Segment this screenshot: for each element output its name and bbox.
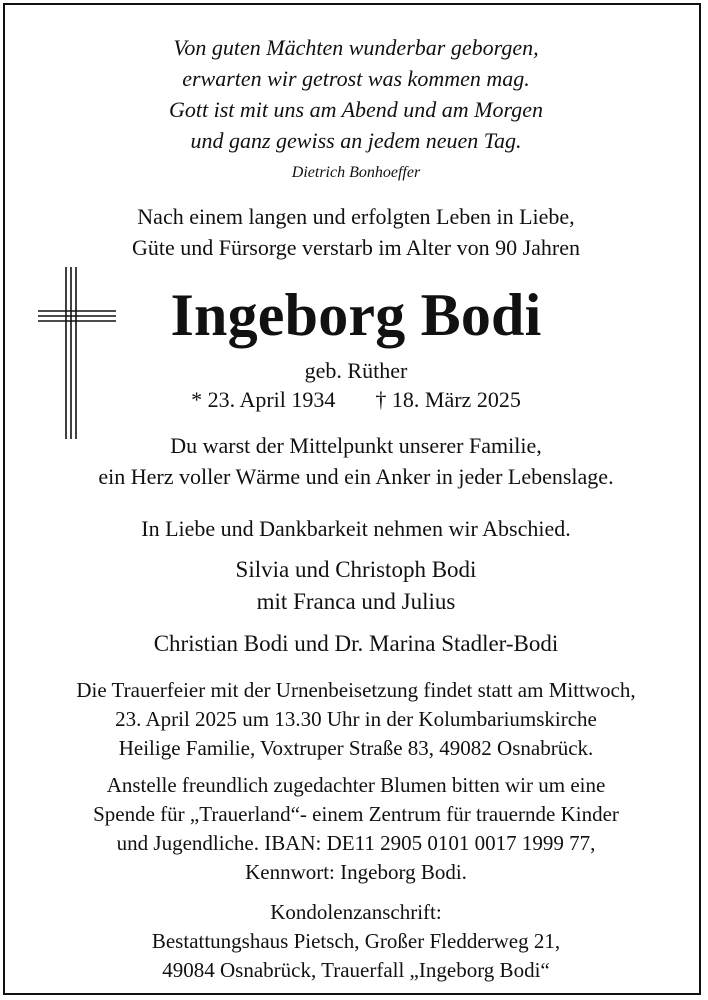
donation-line-1: Anstelle freundlich zugedachter Blumen bitten wir um eine — [106, 773, 606, 797]
family-line-3: Christian Bodi und Dr. Marina Stadler-Bodi — [153, 631, 559, 656]
tribute-line-2: ein Herz voller Wärme und ein Anker in jeder Lebenslage. — [98, 464, 614, 489]
donation-line-2: Spende für „Trauerland“- einem Zentrum für trauernde Kinder — [93, 802, 619, 826]
life-dates — [2, 389, 708, 411]
intro-line-1: Nach einem langen und erfolgten Leben in Liebe, — [137, 204, 575, 229]
donation-line-4: Kennwort: Ingeborg Bodi. — [245, 860, 467, 884]
birth-date: * 23. April 1934 — [191, 387, 336, 412]
poem-line-2: erwarten wir getrost was kommen mag. — [182, 66, 530, 91]
deceased-name: Ingeborg Bodi — [170, 282, 542, 348]
family-line-1: Silvia und Christoph Bodi — [235, 557, 477, 582]
poem-author: Dietrich Bonhoeffer — [291, 164, 421, 181]
death-date: † 18. März 2025 — [375, 387, 521, 412]
condolence-line-1: Bestattungshaus Pietsch, Großer Fledderweg 21, — [151, 929, 561, 953]
poem-line-4: und ganz gewiss an jedem neuen Tag. — [190, 128, 522, 153]
ceremony-line-2: 23. April 2025 um 13.30 Uhr in der Kolumbariumskirche — [115, 707, 597, 731]
tribute-line-1: Du warst der Mittelpunkt unserer Familie, — [170, 433, 542, 458]
poem-line-1: Von guten Mächten wunderbar geborgen, — [173, 35, 539, 60]
family-line-2: mit Franca und Julius — [256, 589, 456, 614]
donation-line-3: und Jugendliche. IBAN: DE11 2905 0101 0017 1999 77, — [116, 831, 596, 855]
intro-line-2: Güte und Fürsorge verstarb im Alter von 90 Jahren — [131, 235, 581, 260]
notice-border — [3, 3, 701, 995]
condolence-line-2: 49084 Osnabrück, Trauerfall „Ingeborg Bodi“ — [162, 958, 550, 982]
condolence-heading: Kondolenzanschrift: — [270, 900, 442, 924]
maiden-name: geb. Rüther — [304, 358, 408, 383]
poem-line-3: Gott ist mit uns am Abend und am Morgen — [169, 97, 543, 122]
farewell-line: In Liebe und Dankbarkeit nehmen wir Abschied. — [141, 516, 571, 541]
ceremony-line-1: Die Trauerfeier mit der Urnenbeisetzung findet statt am Mittwoch, — [76, 678, 636, 702]
ceremony-line-3: Heilige Familie, Voxtruper Straße 83, 49082 Osnabrück. — [118, 736, 594, 760]
